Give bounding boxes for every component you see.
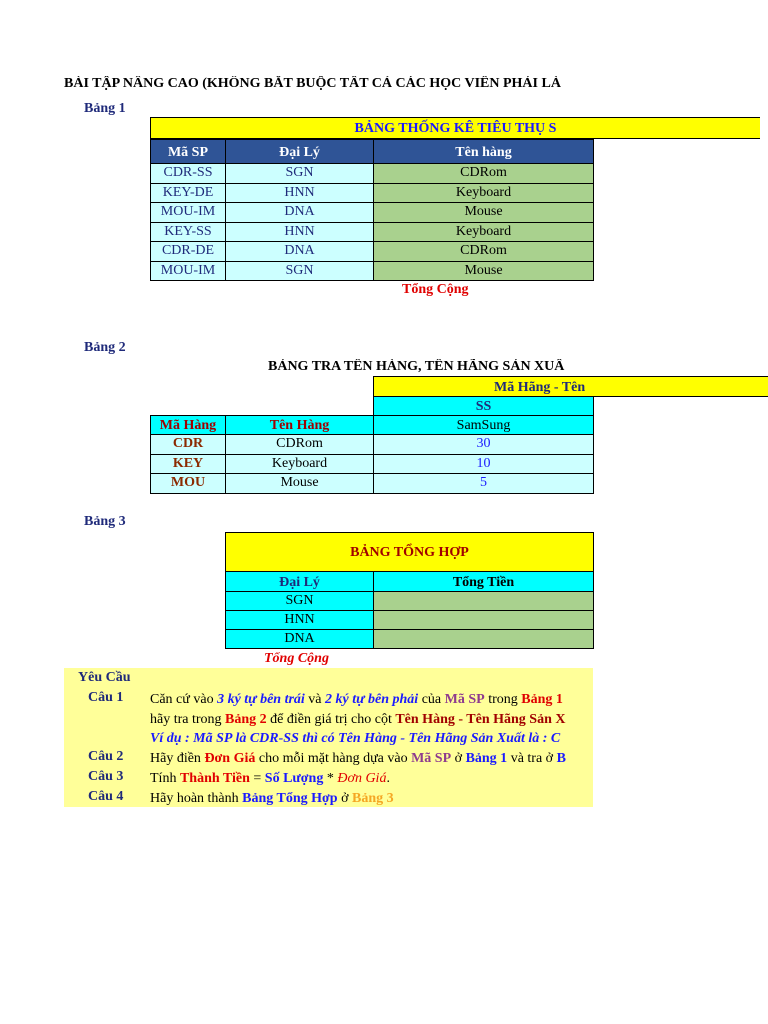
cau2-a: Hãy điền	[150, 751, 205, 766]
cau1-l1-h: Bảng 1	[521, 692, 563, 707]
bang1-cell-tenhang: Keyboard	[373, 183, 594, 204]
bang1-heading-text: BẢNG THỐNG KÊ TIÊU THỤ S	[354, 121, 557, 136]
bang1-cell-daily: SGN	[225, 261, 374, 282]
bang3-label: Bảng 3	[84, 514, 126, 529]
cau1-l1-d: 2 ký tự bên phải	[325, 692, 419, 707]
cau2-f: Bảng 1	[465, 751, 508, 766]
cau1-l1-f: Mã SP	[444, 692, 485, 707]
bang1-total: Tổng Cộng	[402, 282, 469, 297]
cau3-a: Tính	[150, 771, 180, 786]
cau4-a: Hãy hoàn thành	[150, 791, 243, 806]
bang1-header-masp: Mã SP	[150, 139, 226, 164]
bang1-cell-tenhang: Mouse	[373, 261, 594, 282]
bang2-header-tenhang: Tên Hàng	[225, 415, 374, 435]
bang1-cell-daily: HNN	[225, 222, 374, 243]
cau2-h: B	[556, 751, 566, 766]
cau2-b: Đơn Giá	[204, 751, 256, 766]
cau2-g: và tra ở	[507, 751, 557, 766]
bang2-group-header-text: Mã Hãng - Tên	[494, 380, 586, 395]
cau4-c: ở	[337, 791, 352, 806]
bang1-cell-masp: CDR-SS	[150, 163, 226, 184]
cau3-line	[150, 769, 390, 788]
cau2-line	[150, 749, 566, 768]
bang1-cell-tenhang: Keyboard	[373, 222, 594, 243]
cau4-b: Bảng Tổng Hợp	[242, 791, 338, 806]
bang2-cell-mahang: MOU	[150, 473, 226, 494]
bang3-heading: BẢNG TỔNG HỢP	[225, 532, 594, 572]
bang1-cell-masp: CDR-DE	[150, 241, 226, 262]
bang1-cell-tenhang: Mouse	[373, 202, 594, 223]
bang1-label: Bảng 1	[84, 101, 126, 116]
cau1-line1	[150, 690, 563, 709]
cau4-d: Bảng 3	[352, 791, 394, 806]
bang1-cell-tenhang: CDRom	[373, 163, 594, 184]
cau1-l1-a: Căn cứ vào	[150, 692, 218, 707]
cau1-line3: Ví dụ : Mã SP là CDR-SS thì có Tên Hàng - Tên Hãng Sản Xuất là : C	[150, 731, 561, 746]
cau1-l2-a: hãy tra trong	[150, 712, 226, 727]
cau3-f: Đơn Giá	[337, 771, 387, 786]
cau1-label: Câu 1	[88, 690, 124, 705]
bang1-cell-daily: HNN	[225, 183, 374, 204]
cau2-c: cho mỗi mặt hàng dựa vào	[255, 751, 412, 766]
cau3-g: .	[386, 771, 390, 786]
cau2-d: Mã SP	[411, 751, 452, 766]
bang2-cell-mahang: KEY	[150, 454, 226, 475]
cau1-line2	[150, 710, 565, 729]
cau2-e: ở	[451, 751, 466, 766]
cau1-l1-c: và	[304, 692, 326, 707]
bang3-cell-daily: HNN	[225, 610, 374, 630]
bang2-cell-tenhang: CDRom	[225, 434, 374, 455]
bang2-cell-tenhang: Keyboard	[225, 454, 374, 475]
cau1-l1-e: của	[418, 692, 445, 707]
cau4-label: Câu 4	[88, 789, 124, 804]
cau1-l1-b: 3 ký tự bên trái	[217, 692, 305, 707]
cau3-c: =	[249, 771, 265, 786]
bang1-cell-tenhang: CDRom	[373, 241, 594, 262]
bang3-header-daily: Đại Lý	[225, 571, 374, 592]
bang2-header-mahang: Mã Hàng	[150, 415, 226, 435]
bang3-total: Tổng Cộng	[264, 651, 329, 666]
bang2-cell-mahang: CDR	[150, 434, 226, 455]
cau2-label: Câu 2	[88, 749, 124, 764]
page-title: BÀI TẬP NÂNG CAO (KHÔNG BẮT BUỘC TẤT CẢ CÁC HỌC VIÊN PHẢI LÀ	[64, 76, 561, 91]
cau1-l1-g: trong	[484, 692, 522, 707]
cau3-e: *	[323, 771, 338, 786]
bang2-cell-price: 10	[373, 454, 594, 475]
bang2-sub-header: SS	[373, 396, 594, 416]
bang1-cell-daily: DNA	[225, 202, 374, 223]
cau1-l2-c: để điền giá trị cho cột	[266, 712, 396, 727]
bang2-header-samsung: SamSung	[373, 415, 594, 435]
cau1-l2-d: Tên Hàng - Tên Hãng Sản X	[395, 712, 566, 727]
cau3-label: Câu 3	[88, 769, 124, 784]
bang1-header-daily: Đại Lý	[225, 139, 374, 164]
requirements-heading: Yêu Cầu	[78, 670, 131, 685]
bang2-cell-price: 5	[373, 473, 594, 494]
bang3-header-tongtien: Tổng Tiền	[373, 571, 594, 592]
bang1-cell-masp: KEY-DE	[150, 183, 226, 204]
bang3-cell-daily: DNA	[225, 629, 374, 649]
cau1-l2-b: Bảng 2	[225, 712, 267, 727]
cau3-b: Thành Tiền	[179, 771, 250, 786]
bang2-label: Bảng 2	[84, 340, 126, 355]
cau3-d: Số Lượng	[264, 771, 324, 786]
bang1-cell-masp: KEY-SS	[150, 222, 226, 243]
bang2-cell-price: 30	[373, 434, 594, 455]
bang1-cell-masp: MOU-IM	[150, 261, 226, 282]
bang1-cell-masp: MOU-IM	[150, 202, 226, 223]
bang1-header-tenhang: Tên hàng	[373, 139, 594, 164]
cau4-line	[150, 789, 394, 808]
bang3-cell-daily: SGN	[225, 591, 374, 611]
bang2-cell-tenhang: Mouse	[225, 473, 374, 494]
bang2-heading: BẢNG TRA TÊN HÀNG, TÊN HÃNG SẢN XUẤ	[268, 359, 565, 374]
bang1-cell-daily: DNA	[225, 241, 374, 262]
bang1-cell-daily: SGN	[225, 163, 374, 184]
